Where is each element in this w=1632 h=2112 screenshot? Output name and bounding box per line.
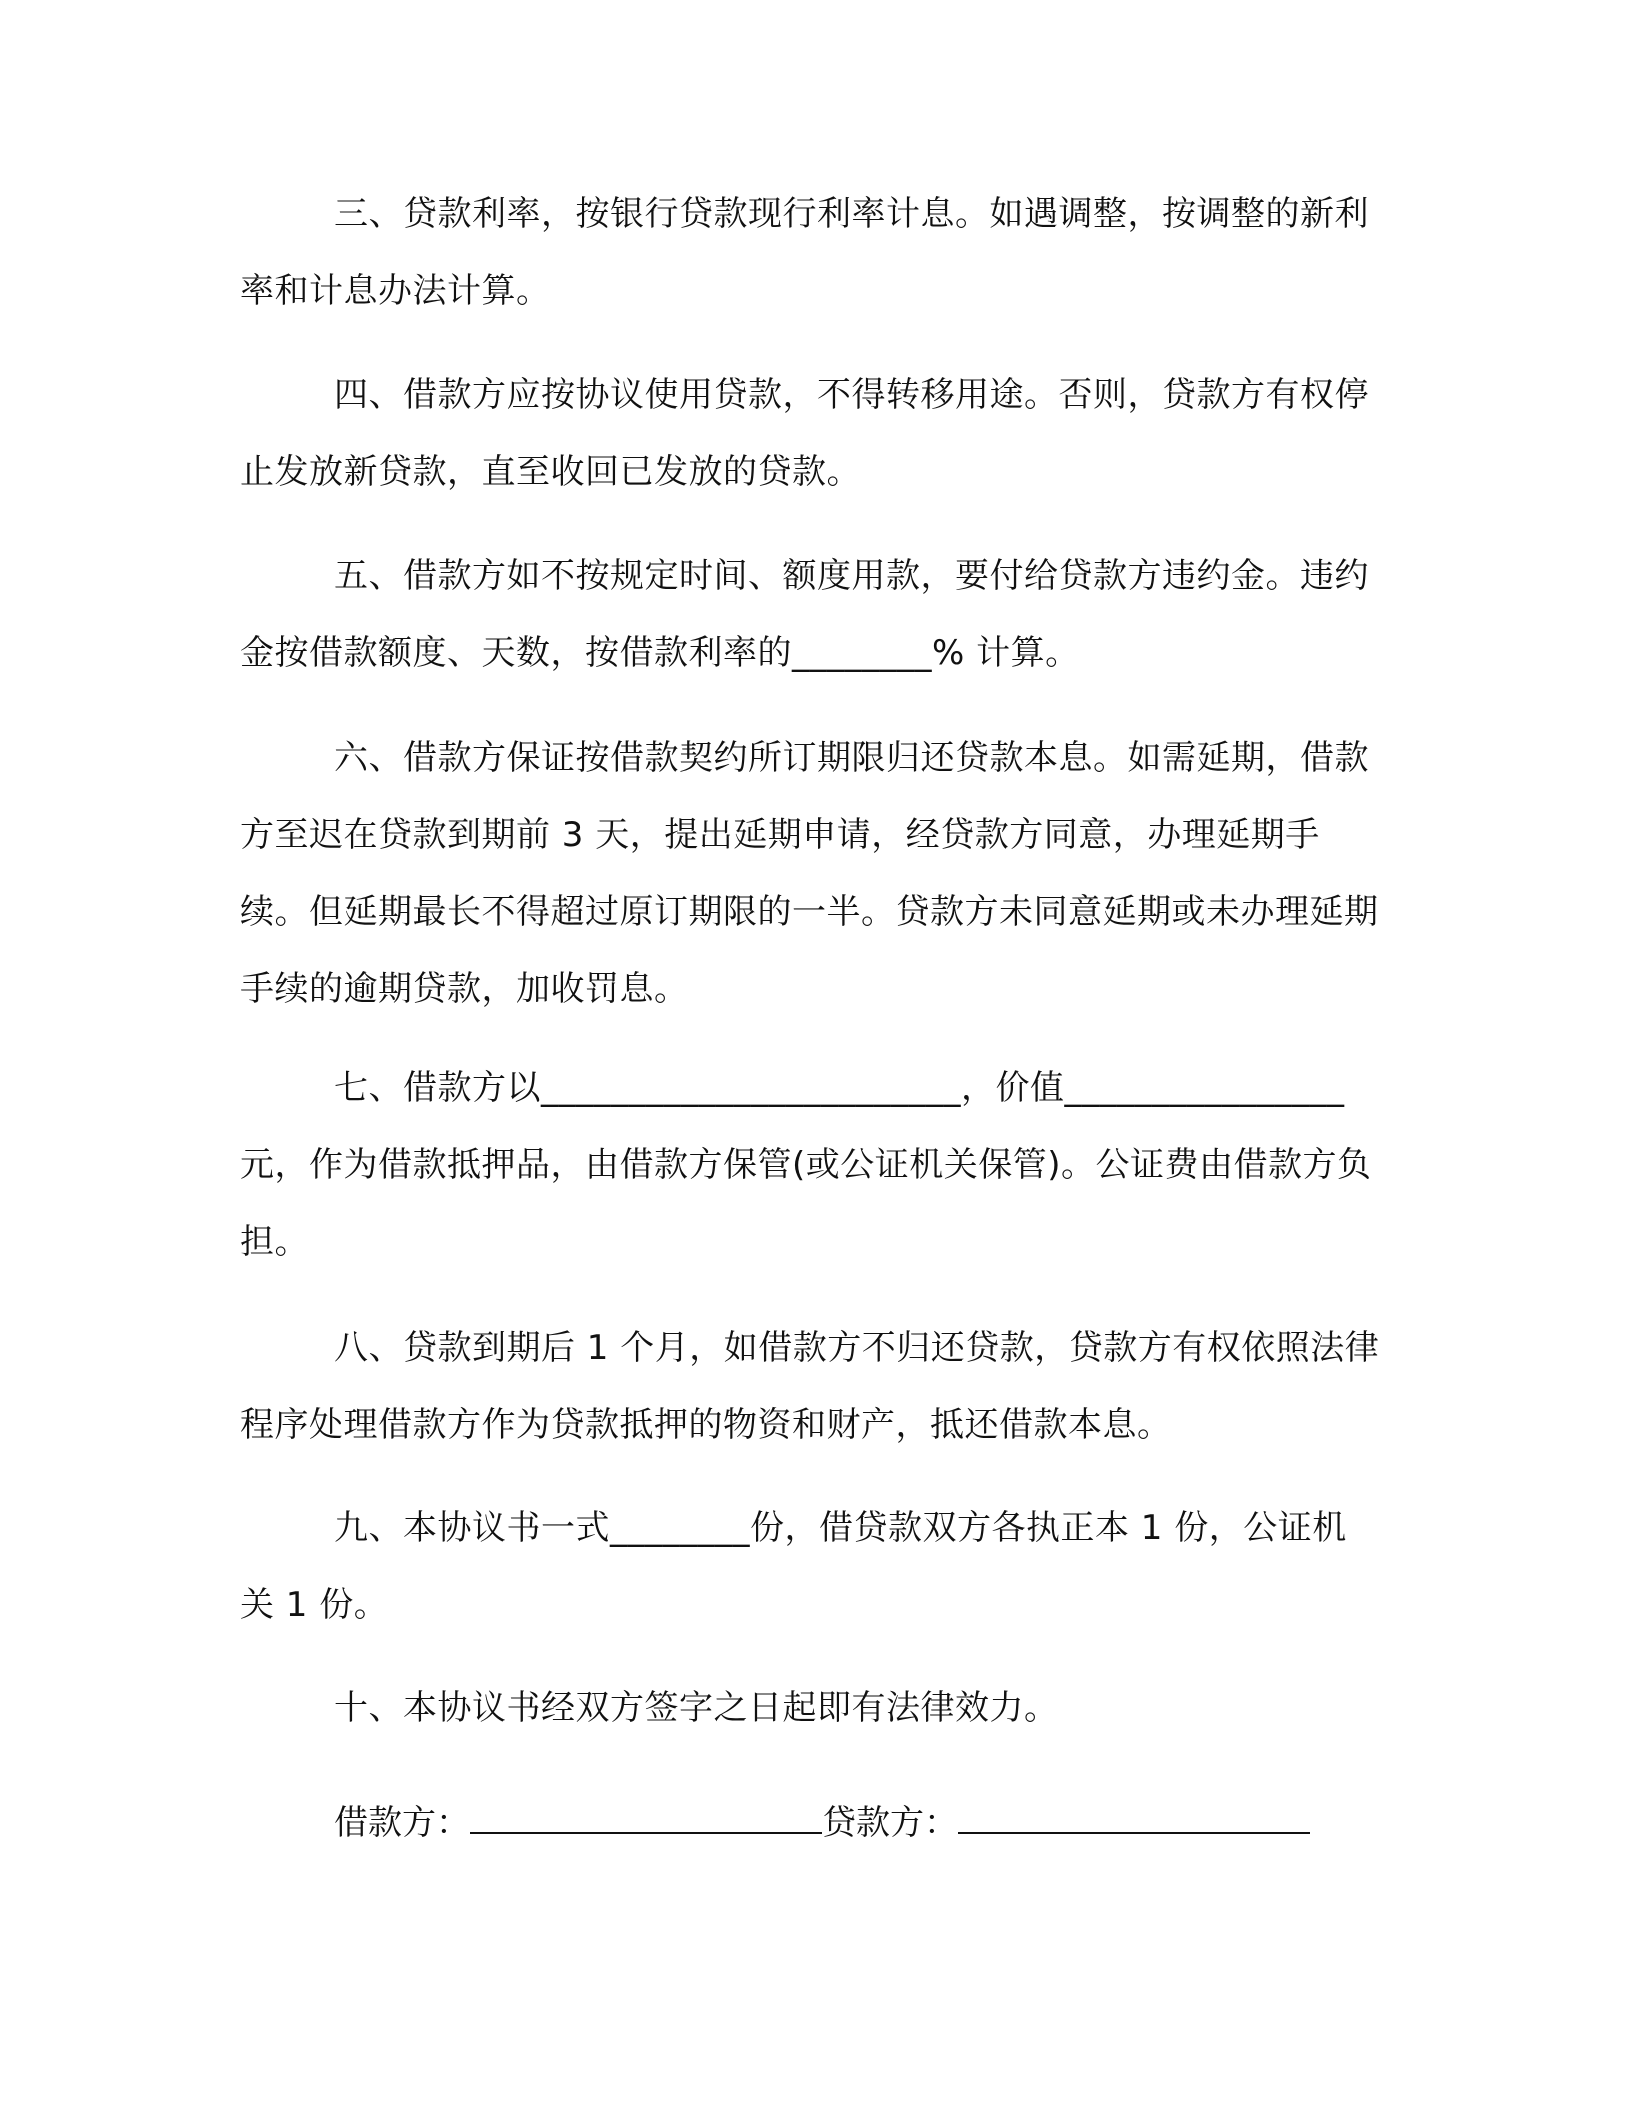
- copies-blank[interactable]: ________: [610, 1508, 750, 1548]
- collateral-value-blank[interactable]: ________________: [1064, 1068, 1345, 1108]
- clause-7-text-before: 七、借款方以: [334, 1068, 541, 1108]
- clause-4-text: 四、借款方应按协议使用贷款，不得转移用途。否则，贷款方有权停止发放新贷款，直至收回已发放的贷款。: [240, 375, 1369, 492]
- clause-6: [240, 720, 1380, 1028]
- clause-8: [240, 1310, 1380, 1464]
- lender-signature-field[interactable]: [958, 1804, 1310, 1834]
- clause-7-text-after: 元，作为借款抵押品，由借款方保管(或公证机关保管)。公证费由借款方负担。: [240, 1145, 1372, 1262]
- lender-label: 贷款方：: [822, 1803, 958, 1843]
- clause-10: [240, 1670, 1380, 1747]
- signature-line: [334, 1793, 1310, 1853]
- clause-3: [240, 176, 1380, 330]
- clause-8-text: 八、贷款到期后 1 个月，如借款方不归还贷款，贷款方有权依照法律程序处理借款方作为贷款抵押的物资和财产，抵还借款本息。: [240, 1328, 1380, 1445]
- clause-9: [240, 1490, 1380, 1644]
- clause-7-text-middle: ，价值: [961, 1068, 1065, 1108]
- clause-5-text-before: 五、借款方如不按规定时间、额度用款，要付给贷款方违约金。违约金按借款额度、天数，按借款利率的: [240, 556, 1369, 673]
- clause-4: [240, 357, 1380, 511]
- borrower-signature-field[interactable]: [470, 1804, 822, 1834]
- clause-9-text-after: 份，借贷款双方各执正本 1 份，公证机关 1 份。: [240, 1508, 1347, 1625]
- clause-5-text-after: % 计算。: [932, 633, 1080, 673]
- clause-5: [240, 538, 1380, 692]
- clause-7: [240, 1050, 1380, 1281]
- clause-10-text: 十、本协议书经双方签字之日起即有法律效力。: [334, 1688, 1059, 1728]
- collateral-blank[interactable]: ________________________: [541, 1068, 961, 1108]
- clause-9-text-before: 九、本协议书一式: [334, 1508, 610, 1548]
- clause-6-text: 六、借款方保证按借款契约所订期限归还贷款本息。如需延期，借款方至迟在贷款到期前 3 天，提出延期申请，经贷款方同意，办理延期手续。但延期最长不得超过原订期限的一半。贷款方未同意延期或未办理延期手续的逾期贷款，加收罚息。: [240, 738, 1379, 1009]
- borrower-label: 借款方：: [334, 1803, 470, 1843]
- clause-3-text: 三、贷款利率，按银行贷款现行利率计息。如遇调整，按调整的新利率和计息办法计算。: [240, 194, 1369, 311]
- penalty-rate-blank[interactable]: ________: [792, 633, 932, 673]
